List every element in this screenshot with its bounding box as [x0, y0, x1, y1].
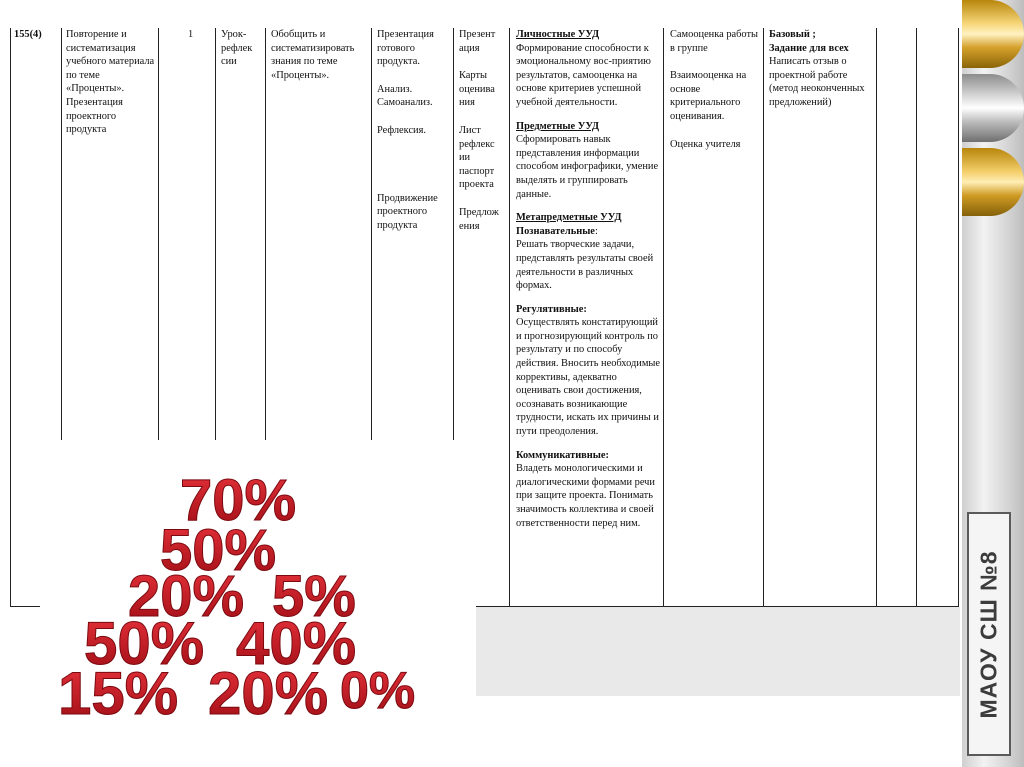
- regulative-uud-text: Осуществлять констатирующий и прогнозирующий контроль по результату и по способу действия. Вносить необходимые коррективы, адекватно оценивать свои достижения, осознавать возникающие трудности, искать их причины и пути преодоления.: [516, 317, 661, 438]
- activity-item: Продвижение проектного продукта: [377, 192, 438, 231]
- homework-level: Базовый ;: [769, 29, 816, 40]
- material-item: Предлож ения: [459, 206, 499, 232]
- personal-uud-title: Личностные УУД: [516, 29, 600, 40]
- percent-label: 0%: [340, 662, 416, 720]
- percent-label: 40%: [236, 610, 357, 677]
- table-border: [10, 28, 11, 606]
- row-number: 155(4): [14, 29, 42, 40]
- school-label: МАОУ СШ №8: [975, 549, 1002, 719]
- assessment-list: [670, 28, 762, 151]
- material-item: Презент ация: [459, 29, 496, 54]
- percent-label: 15%: [58, 660, 179, 727]
- material-item: Лист рефлекс ии паспорт проекта: [459, 124, 495, 191]
- column-divider: [876, 28, 877, 606]
- column-divider: [215, 28, 216, 440]
- communicative-uud-text: Владеть монологическими и диалогическими формами речи при защите проекта. Понимать значимость коллектива и своей ответственности перед ним.: [516, 463, 655, 529]
- percent-label: 20%: [208, 660, 329, 727]
- column-divider: [265, 28, 266, 440]
- subject-uud-text: Сформировать навык представления информации способом инфографики, умение выделять и группировать данные.: [516, 134, 659, 200]
- communicative-uud-title: Коммуникативные:: [516, 449, 609, 461]
- column-divider: [763, 28, 764, 606]
- lesson-type: Урок-рефлек сии: [221, 29, 253, 68]
- personal-uud-text: Формирование способности к эмоциональному вос-приятию результатов, самооценка на основе критериев успешной учебной деятельности.: [516, 42, 651, 108]
- homework-text: Написать отзыв о проектной работе (метод неоконченных предложений): [769, 56, 865, 108]
- assessment-item: Взаимооценка на основе критериального оценивания.: [670, 70, 747, 122]
- percent-label: 70%: [180, 468, 297, 533]
- lesson-goal: Обобщить и систематизировать знания по теме «Проценты».: [271, 29, 355, 81]
- column-divider: [663, 28, 664, 606]
- column-divider: [158, 28, 159, 440]
- hours-count: 1: [188, 29, 194, 40]
- school-label-box: [967, 512, 1011, 756]
- column-divider: [916, 28, 917, 606]
- assessment-item: Оценка учителя: [670, 138, 741, 150]
- percent-label: 5%: [272, 564, 356, 629]
- table-border: [958, 28, 959, 606]
- cognitive-uud-title: Познавательные: [516, 225, 595, 237]
- column-divider: [453, 28, 454, 440]
- subject-uud-title: Предметные УУД: [516, 120, 600, 132]
- percent-label: 20%: [128, 564, 245, 629]
- meta-uud-title: Метапредметные УУД: [516, 212, 622, 224]
- cognitive-uud-text: Решать творческие задачи, представлять результаты своей деятельности в различных формах.: [516, 239, 654, 292]
- column-divider: [509, 28, 510, 606]
- material-item: Карты оценива ния: [459, 70, 495, 109]
- percent-pile-graphic: [40, 458, 476, 728]
- activities-list: [377, 28, 452, 232]
- homework-column: [769, 28, 873, 110]
- column-divider: [371, 28, 372, 440]
- activity-item: Анализ. Самоанализ.: [377, 83, 433, 109]
- regulative-uud-title: Регулятивные:: [516, 303, 587, 315]
- column-divider: [61, 28, 62, 440]
- uud-column: Личностные УУД Формирование способности к эмоциональному вос-приятию результатов, самооценка на основе критериев успешной учебной деятельности. Предметные УУД Сформировать навык представления информации способом инфографики, умение выделять и группировать данные. Метапредметные УУД Познавательные: Решать творческие задачи, представлять результаты своей деятельности в различных формах. Регулятивные: Осуществлять констатирующий и прогнозирующий контроль по результату и по способу действия. Вносить необходимые коррективы, адекватно оценивать свои достижения, осознавать возникающие трудности, искать их причины и пути преодоления. Коммуникативные: Владеть монологическими и диалогическими формами речи при защите проекта. Понимать значимость коллектива и своей ответственности перед ним.: [516, 29, 661, 529]
- percent-signs-image: [40, 458, 476, 728]
- gray-footer-strip: [474, 607, 960, 696]
- percent-label: 50%: [84, 610, 205, 677]
- homework-task: Задание для всех: [769, 42, 849, 54]
- activity-item: Рефлексия.: [377, 124, 426, 136]
- lesson-topic: Повторение и систематизация учебного материала по теме «Проценты». Презентация проектного продукта: [66, 29, 155, 136]
- percent-label: 50%: [160, 518, 277, 583]
- activity-item: Презентация готового продукта.: [377, 29, 434, 68]
- materials-list: [459, 28, 507, 233]
- assessment-item: Самооценка работы в группе: [670, 29, 759, 54]
